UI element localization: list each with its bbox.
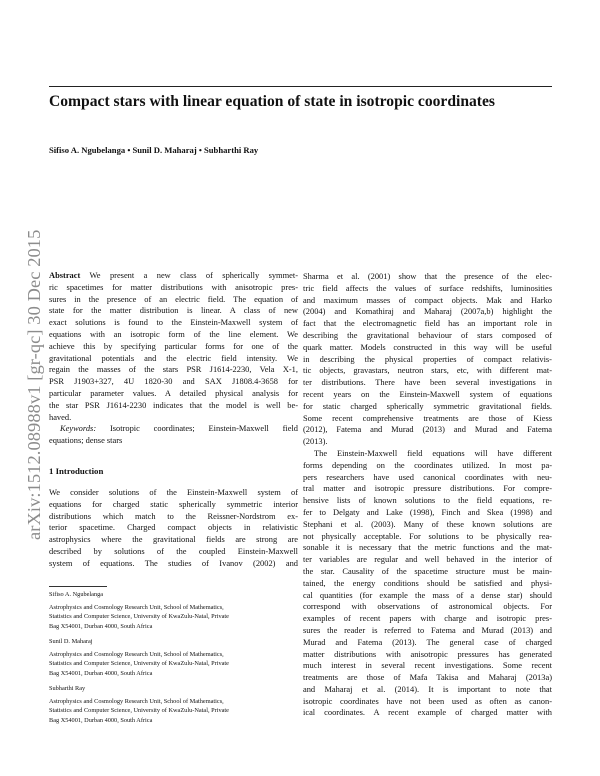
abstract-line: regain the masses of the stars PSR J1614-2230, Vela X-1,	[49, 364, 298, 375]
body-line: for static charged spherically symmetric gravitational fields.	[303, 400, 552, 411]
body-line: isotropic coordinates have not been used as often as canon-	[303, 695, 552, 706]
body-line: tric field affects the values of surface redshifts, luminosities	[303, 282, 552, 293]
abstract-label: Abstract	[49, 270, 81, 280]
body-line: treatments are those of Mafa Takisa and Maharaj (2013a)	[303, 672, 552, 683]
abstract-line: achieve this by specifying particular forms for one of the	[49, 340, 298, 351]
body-line: (2004) and Komathiraj and Maharaj (2007a,b) highlight the	[303, 306, 552, 317]
body-line: Murad and Fatema (2013). The general case of charged	[303, 636, 552, 647]
affiliation-3	[49, 684, 298, 725]
body-line: quark matter. Models constructed in this way will be useful	[303, 341, 552, 352]
paragraph	[303, 271, 552, 448]
abstract-line: haved.	[49, 411, 72, 422]
keywords-line: equations; dense stars	[49, 435, 123, 446]
affiliation-2	[49, 637, 298, 678]
abstract-line: PSR J1903+327, 4U 1820-30 and SAX J1808.4-3658 for	[49, 376, 298, 387]
intro-line: We consider solutions of the Einstein-Maxwell system of	[49, 487, 298, 497]
paragraph	[303, 448, 552, 719]
affiliation-line: Astrophysics and Cosmology Research Unit, School of Mathematics,	[49, 697, 224, 705]
body-line: fact that the electromagnetic field has an important role in	[303, 318, 552, 329]
keywords-label: Keywords:	[60, 423, 97, 434]
abstract-line: state for the matter distribution is linear. A class of new	[49, 305, 298, 316]
body-line: tained, the energy conditions should be satisfied and physi-	[303, 577, 552, 588]
intro-line: equations for charged static spherically symmetric interior	[49, 498, 298, 509]
body-line: ical coordinates. A recent example of charged matter with	[303, 707, 552, 718]
paper-title: Compact stars with linear equation of state in isotropic coordinates	[49, 93, 495, 110]
abstract-line: exact solutions is found to the Einstein-Maxwell system of	[49, 317, 298, 328]
body-line: Stephani et al. (2003). Many of these known solutions are	[303, 518, 552, 529]
abstract-line: ric spacetimes for matter distributions with anisotropic pres-	[49, 281, 298, 292]
abstract-line: equations with an isotropic form of the line element. We	[49, 328, 298, 339]
affiliation-line: Bag X54001, Durban 4000, South Africa	[49, 716, 153, 724]
body-line: ter distributions. There have been several investigations in	[303, 377, 552, 388]
body-line: and Maharaj et al. (2014). It is important to note that	[303, 683, 552, 694]
body-line: (2012), Fatema and Murad (2013) and Murad and Fatema	[303, 424, 552, 435]
introduction-left	[49, 487, 298, 570]
body-line: and maximum masses of compact objects. Mak and Harko	[303, 294, 552, 305]
abstract-line: the star PSR J1614-2230 indicates that the model is well be-	[49, 399, 298, 410]
intro-line: described by solutions of the coupled Einstein-Maxwell	[49, 545, 298, 556]
top-rule	[49, 86, 552, 87]
body-line: The Einstein-Maxwell field equations will have different	[314, 447, 552, 458]
affiliation-name: Sifiso A. Ngubelanga	[49, 591, 104, 598]
right-column	[303, 271, 552, 719]
intro-line: terior spacetime. Charged compact objects in relativistic	[49, 522, 298, 533]
abstract	[49, 270, 298, 447]
keywords: Keywords: Isotropic coordinates; Einstein-Maxwell field	[60, 423, 299, 434]
section-heading: 1 Introduction	[49, 466, 104, 476]
body-line: matter distributions with anisotropic pressures has generated	[303, 648, 552, 659]
body-line: the star. Causality of the spacetime structure must be main-	[303, 565, 552, 576]
body-line: (2013).	[303, 436, 328, 447]
affiliation-line: Astrophysics and Cosmology Research Unit, School of Mathematics,	[49, 650, 224, 658]
affiliation-name: Subharthi Ray	[49, 685, 86, 692]
footnote-rule	[49, 586, 107, 587]
body-line: tral matter and isotropic pressure distributions. For compre-	[303, 483, 552, 494]
body-line: recent years on the Einstein-Maxwell system of equations	[303, 388, 552, 399]
body-line: hensive lists of known solutions to the field equations, re-	[303, 495, 552, 506]
body-line: ter variables are regular and well behaved in the interior of	[303, 554, 552, 565]
intro-line: system of equations. The studies of Ivanov (2002) and	[49, 557, 298, 568]
intro-line: distributions which match to the Reissner-Nordstrom ex-	[49, 510, 298, 521]
arxiv-stamp: arXiv:1512.08988v1 [gr-qc] 30 Dec 2015	[24, 229, 44, 540]
affiliation-name: Sunil D. Maharaj	[49, 638, 93, 645]
affiliation-line: Statistics and Computer Science, University of KwaZulu-Natal, Private	[49, 613, 229, 621]
affiliation-1	[49, 590, 298, 631]
body-line: fer to Delgaty and Lake (1998), Finch and Skea (1998) and	[303, 506, 552, 517]
abstract-line: Abstract We present a new class of spherically symmet-	[49, 270, 298, 280]
body-line: pers researchers have used canonical coordinates with neu-	[303, 471, 552, 482]
abstract-line: gravitational potentials and the electric field intensity. We	[49, 352, 298, 363]
affiliation-line: Statistics and Computer Science, University of KwaZulu-Natal, Private	[49, 707, 229, 715]
affiliation-line: Astrophysics and Cosmology Research Unit, School of Mathematics,	[49, 603, 224, 611]
body-line: Sharma et al. (2001) show that the presence of the elec-	[303, 271, 552, 281]
body-line: sonable it is necessary that the metric functions and the mat-	[303, 542, 552, 553]
body-line: correspond with observations of astronomical objects. For	[303, 601, 552, 612]
body-line: examples of recent papers with charge and isotropic pres-	[303, 613, 552, 624]
affiliation-line: Bag X54001, Durban 4000, South Africa	[49, 669, 153, 677]
body-line: cal quantities (for example the mass of a dense star) should	[303, 589, 552, 600]
affiliation-line: Bag X54001, Durban 4000, South Africa	[49, 622, 153, 630]
intro-line: astrophysics where the gravitational fields are strong are	[49, 534, 298, 545]
body-line: much interest in several recent investigations. Some recent	[303, 660, 552, 671]
affiliation-line: Statistics and Computer Science, University of KwaZulu-Natal, Private	[49, 660, 229, 668]
abstract-line: particular parameter values. A detailed physical analysis for	[49, 387, 298, 398]
body-line: describing the gravitational behaviour of stars composed of	[303, 329, 552, 340]
body-line: tic objects, gravastars, neutron stars, etc, with different mat-	[303, 365, 552, 376]
author-list: Sifiso A. Ngubelanga • Sunil D. Maharaj • Subharthi Ray	[49, 145, 259, 155]
abstract-line: sures in the presence of an electric field. The equation of	[49, 293, 298, 304]
body-line: Some recent comprehensive treatments are those of Kiess	[303, 412, 552, 423]
body-line: sures the reader is referred to Fatema and Murad (2013) and	[303, 624, 552, 635]
body-line: forms depending on the coordinates utilized. In most pa-	[303, 459, 552, 470]
body-line: not physically acceptable. For solutions to be physically rea-	[303, 530, 552, 541]
body-line: in describing the physical properties of compact relativis-	[303, 353, 552, 364]
